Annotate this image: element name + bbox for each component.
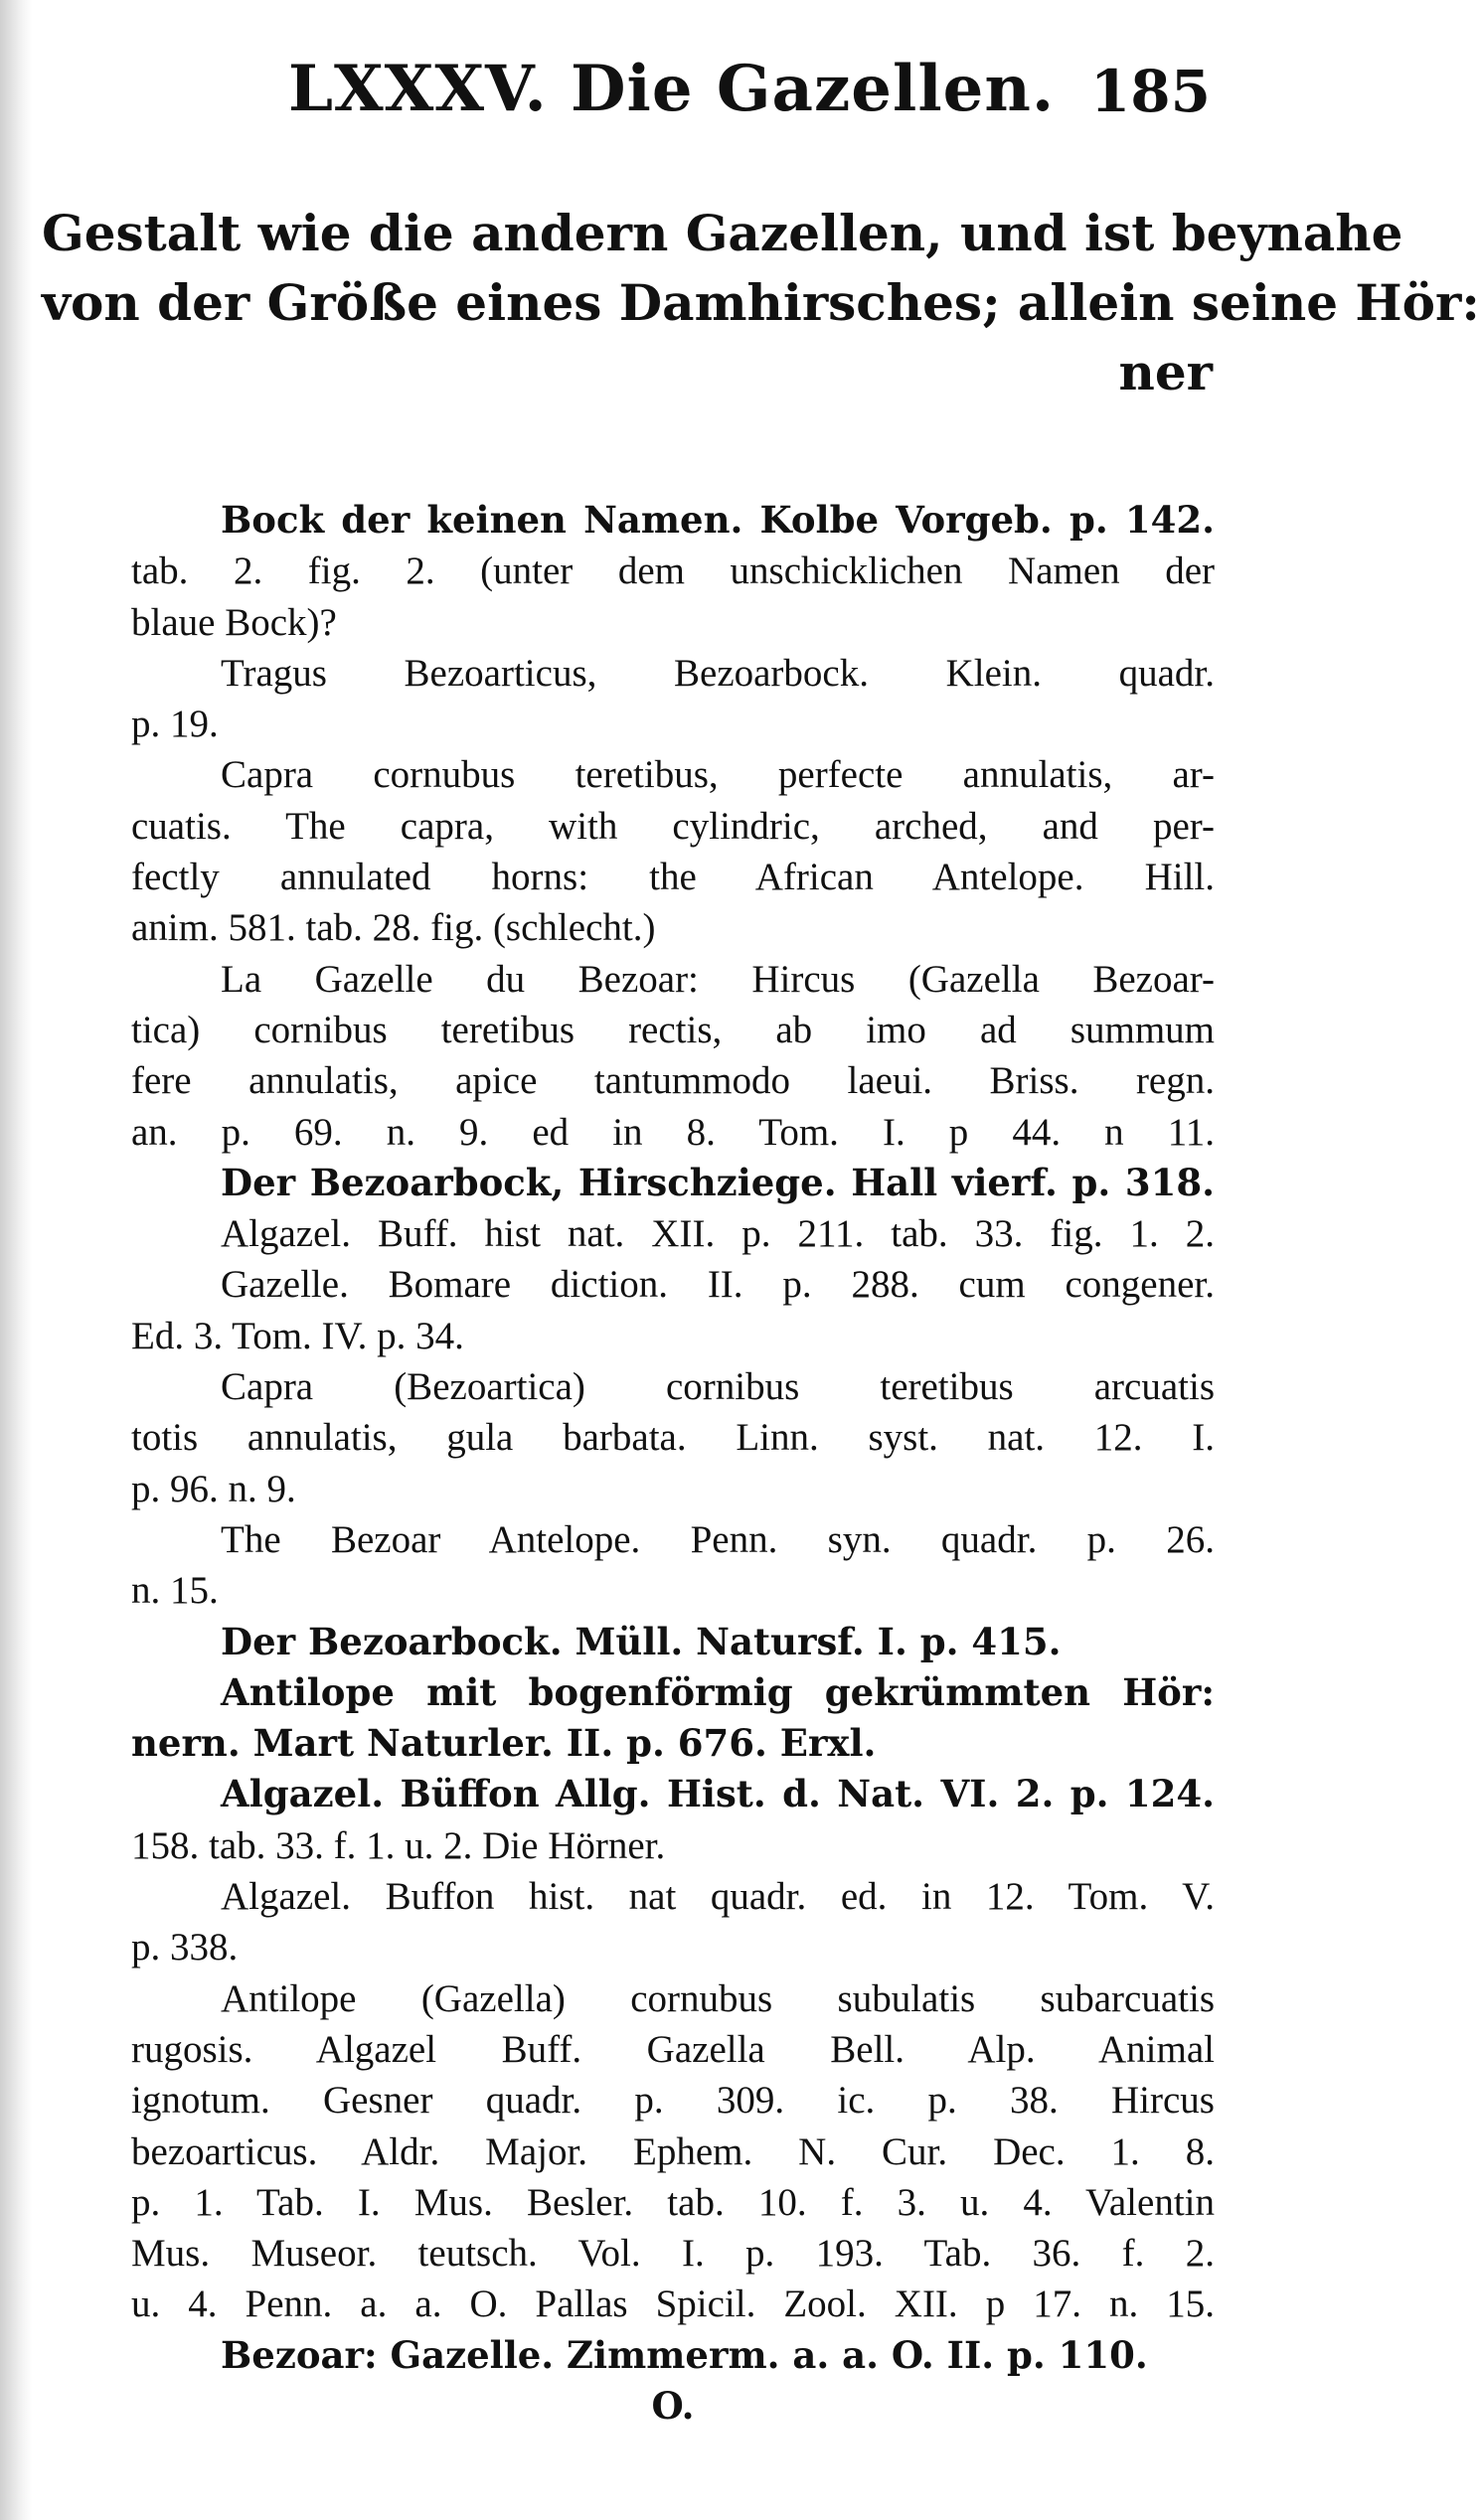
footnote-line: n. 15. — [131, 1569, 219, 1613]
footnote-line: Der Bezoarbock, Hirschziege. Hall vierf. p. 318. — [221, 1160, 1215, 1204]
main-text — [42, 199, 1480, 407]
footnote-catchword: O. — [651, 2383, 695, 2428]
footnote-line: an. p. 69. n. 9. ed in 8. Tom. I. p 44. n 11. — [131, 1110, 1215, 1154]
footnote-line: Gazelle. Bomare diction. II. p. 288. cum congener. — [221, 1263, 1215, 1307]
footnote-line: fectly annulated horns: the African Antelope. Hill. — [131, 856, 1215, 899]
footnote-line: Capra cornubus teretibus, perfecte annulatis, ar- — [221, 753, 1215, 797]
running-header — [288, 52, 1223, 141]
footnote-line: Bock der keinen Namen. Kolbe Vorgeb. p. 142. — [221, 498, 1215, 542]
footnote-line: p. 19. — [131, 703, 219, 746]
footnote-line: fere annulatis, apice tantummodo laeui. Briss. regn. — [131, 1059, 1215, 1103]
footnote-line: Antilope (Gazella) cornubus subulatis subarcuatis — [221, 1976, 1215, 2020]
footnote-line: nern. Mart Naturler. II. p. 676. Erxl. — [131, 1721, 877, 1766]
footnote-line: Algazel. Buffon hist. nat quadr. ed. in 12. Tom. V. — [221, 1875, 1215, 1919]
footnote-line: Bezoar: Gazelle. Zimmerm. a. a. O. II. p. 110. — [221, 2332, 1148, 2377]
catchword: ner — [1118, 343, 1213, 401]
footnote-line: La Gazelle du Bezoar: Hircus (Gazella Bezoar- — [221, 957, 1215, 1001]
footnote-line: totis annulatis, gula barbata. Linn. syst. nat. 12. I. — [131, 1416, 1215, 1460]
footnote-line: p. 96. n. 9. — [131, 1467, 296, 1510]
footnote-line: tica) cornibus teretibus rectis, ab imo ad summum — [131, 1008, 1215, 1051]
footnote-line: Ed. 3. Tom. IV. p. 34. — [131, 1314, 464, 1357]
footnote-line: Algazel. Büffon Allg. Hist. d. Nat. VI. 2. p. 124. — [221, 1772, 1215, 1816]
footnote-line: Mus. Museor. teutsch. Vol. I. p. 193. Tab. 36. f. 2. — [131, 2232, 1215, 2276]
footnote-line: The Bezoar Antelope. Penn. syn. quadr. p. 26. — [221, 1517, 1215, 1561]
footnote-line: bezoarticus. Aldr. Major. Ephem. N. Cur. Dec. 1. 8. — [131, 2129, 1215, 2173]
page-number: 185 — [1089, 58, 1211, 125]
footnote-line: Der Bezoarbock. Müll. Natursf. I. p. 415. — [221, 1619, 1062, 1663]
footnote-line: tab. 2. fig. 2. (unter dem unschicklichen Namen der — [131, 550, 1215, 593]
footnote-line: cuatis. The capra, with cylindric, arched, and per- — [131, 804, 1215, 848]
footnote-line: u. 4. Penn. a. a. O. Pallas Spicil. Zool. XII. p 17. n. 15. — [131, 2283, 1215, 2326]
body-line: Gestalt wie die andern Gazellen, und ist beynahe — [42, 204, 1403, 262]
footnote-line: 158. tab. 33. f. 1. u. 2. Die Hörner. — [131, 1823, 666, 1867]
footnote-line: blaue Bock)? — [131, 600, 337, 644]
footnote-line: Capra (Bezoartica) cornibus teretibus arcuatis — [221, 1365, 1215, 1409]
footnote-line: p. 338. — [131, 1926, 239, 1969]
footnote-line: Algazel. Buff. hist nat. XII. p. 211. tab. 33. fig. 1. 2. — [221, 1212, 1215, 1256]
footnote-line: anim. 581. tab. 28. fig. (schlecht.) — [131, 906, 656, 950]
footnote-line: Tragus Bezoarticus, Bezoarbock. Klein. quadr. — [221, 651, 1215, 695]
footnote-line: p. 1. Tab. I. Mus. Besler. tab. 10. f. 3. u. 4. Valentin — [131, 2180, 1215, 2224]
footnote-line: ignotum. Gesner quadr. p. 309. ic. p. 38. Hircus — [131, 2079, 1215, 2123]
body-line: von der Größe eines Damhirsches; allein seine Hör: — [42, 273, 1480, 332]
footnotes — [131, 495, 1215, 2432]
footnote-line: rugosis. Algazel Buff. Gazella Bell. Alp. Animal — [131, 2027, 1215, 2071]
chapter-title: LXXXV. Die Gazellen. — [288, 52, 1056, 126]
page-gutter-shadow — [0, 0, 32, 2520]
footnote-line: Antilope mit bogenförmig gekrümmten Hör: — [221, 1669, 1215, 1714]
